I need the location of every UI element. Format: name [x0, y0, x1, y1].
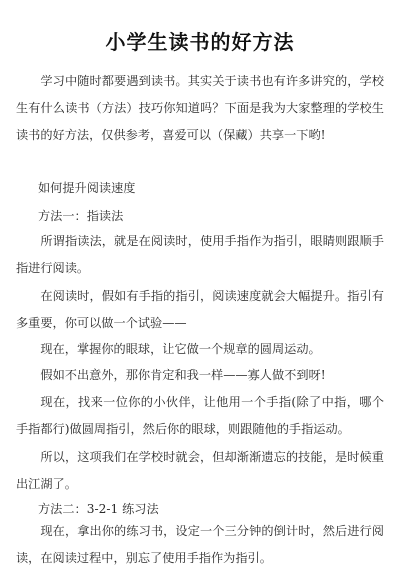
paragraph-2: 在阅读时，假如有手指的指引，阅读速度就会大幅提升。指引有多重要，你可以做一个试验——: [16, 289, 384, 330]
paragraph-5: 现在，找来一位你的小伙伴，让他用一个手指(除了中指，哪个手指都行)做圆周指引，然后你的眼球，则跟随他的手指运动。: [16, 395, 384, 436]
document-title: 小学生读书的好方法: [105, 30, 295, 54]
intro-paragraph: 学习中随时都要遇到读书。其实关于读书也有许多讲究的，学校生有什么读书（方法）技巧你知道吗？下面是我为大家整理的学校生读书的好方法，仅供参考，喜爱可以（保藏）共享一下哟!: [16, 74, 384, 142]
paragraph-1: 所谓指读法，就是在阅读时，使用手指作为指引，眼睛则跟顺手指进行阅读。: [16, 234, 384, 275]
paragraph-4: 假如不出意外，那你肯定和我一样——寡人做不到呀!: [40, 368, 326, 382]
method1-heading: 方法一：指读法: [38, 209, 124, 223]
paragraph-7: 现在，拿出你的练习书，设定一个三分钟的倒计时，然后进行阅读，在阅读过程中，别忘了使用手指作为指引。: [16, 524, 384, 565]
paragraph-6: 所以，这项我们在学校时就会，但却渐渐遗忘的技能，是时候重出江湖了。: [16, 450, 384, 491]
section-heading: 如何提升阅读速度: [38, 181, 136, 195]
paragraph-3: 现在，掌握你的眼球，让它做一个规章的圆周运动。: [40, 342, 321, 356]
method2-heading: 方法二：3-2-1 练习法: [38, 502, 159, 516]
